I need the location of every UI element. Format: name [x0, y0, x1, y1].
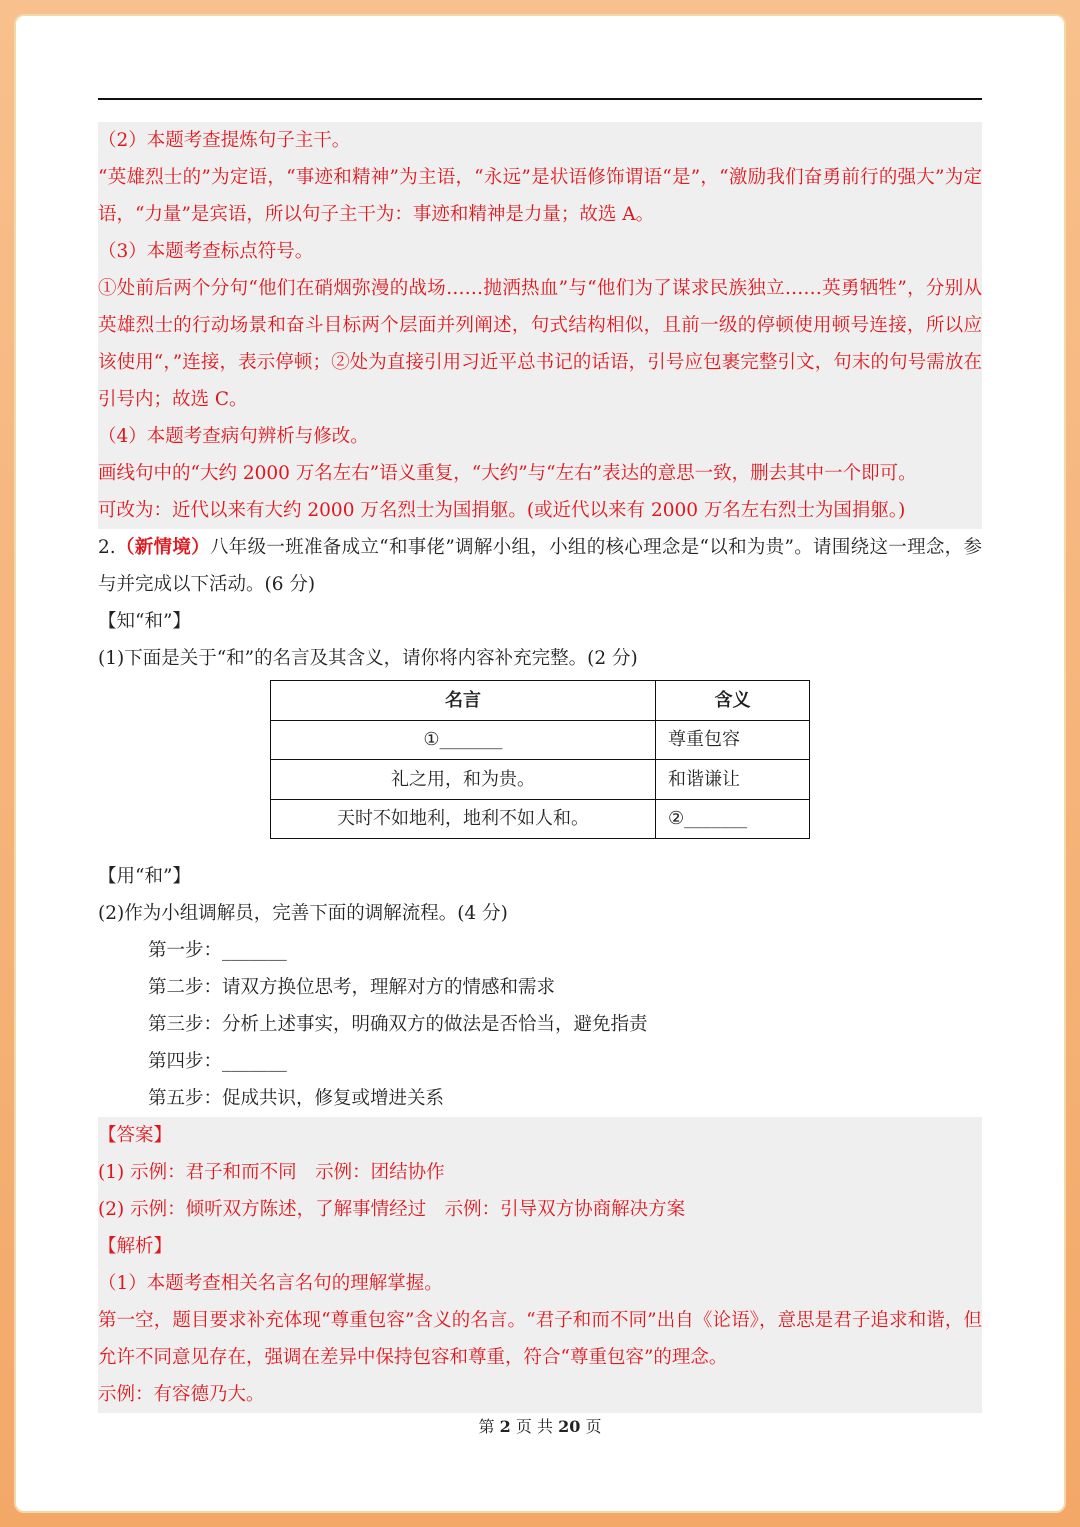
analysis-4-text-1: 画线句中的“大约 2000 万名左右”语义重复，“大约”与“左右”表达的意思一致，删去其中一个即可。 — [98, 463, 917, 484]
question-text: 八年级一班准备成立“和事佬”调解小组，小组的核心理念是“以和为贵”。请围绕这一理念，参与并完成以下活动。(6 分) — [98, 537, 982, 595]
answer-analysis-block — [98, 1117, 982, 1413]
answer-2: (2) 示例：倾听双方陈述，了解事情经过 示例：引导双方协商解决方案 — [98, 1199, 686, 1220]
section-know-he: 【知“和”】 — [98, 611, 191, 632]
table-header-maxim: 名言 — [271, 681, 656, 721]
footer-mid: 页 共 — [515, 1417, 553, 1436]
answer-1: (1) 示例：君子和而不同 示例：团结协作 — [98, 1162, 445, 1183]
analysis-3-text: ①处前后两个分句“他们在硝烟弥漫的战场……抛洒热血”与“他们为了谋求民族独立……英勇牺牲”，分别从英雄烈士的行动场景和奋斗目标两个层面并列阐述，句式结构相似，且前一级的停顿使用顿号连接，所以应该使用“，”连接，表示停顿；②处为直接引用习近平总书记的话语，引号应包裹完整引文，句末的句号需放在引号内；故选 C。 — [98, 278, 982, 410]
analysis-2-title: （2）本题考查提炼句子主干。 — [98, 130, 351, 151]
footer-page-number: 2 — [499, 1417, 511, 1436]
maxim-table-wrap — [98, 680, 982, 858]
table-cell-maxim: ①_______ — [271, 720, 656, 760]
maxim-table — [270, 680, 810, 839]
step-5: 第五步：促成共识，修复或增进关系 — [148, 1088, 445, 1109]
step-2: 第二步：请双方换位思考，理解对方的情感和需求 — [148, 977, 556, 998]
table-cell-maxim: 礼之用，和为贵。 — [271, 760, 656, 800]
table-cell-maxim: 天时不如地利，地利不如人和。 — [271, 799, 656, 839]
table-cell-meaning: ②_______ — [656, 799, 810, 839]
question-2-stem — [98, 529, 982, 603]
footer-pre: 第 — [478, 1417, 495, 1436]
table-header-meaning: 含义 — [656, 681, 810, 721]
page-content — [98, 122, 982, 1413]
table-header-row — [271, 681, 810, 721]
analysis-heading: 【解析】 — [98, 1236, 173, 1257]
analysis-4-text-2: 可改为：近代以来有大约 2000 万名烈士为国捐躯。(或近代以来有 2000 万名左右烈士为国捐躯。) — [98, 500, 906, 521]
analysis-1-text: 第一空，题目要求补充体现“尊重包容”含义的名言。“君子和而不同”出自《论语》，意思是君子追求和谐，但允许不同意见存在，强调在差异中保持包容和尊重，符合“尊重包容”的理念。 — [98, 1310, 982, 1368]
page-footer — [0, 1414, 1080, 1437]
footer-post: 页 — [585, 1417, 602, 1436]
step-3: 第三步：分析上述事实，明确双方的做法是否恰当，避免指责 — [148, 1014, 648, 1035]
answer-heading: 【答案】 — [98, 1125, 173, 1146]
sub-question-1: (1)下面是关于“和”的名言及其含义，请你将内容补充完整。(2 分) — [98, 648, 638, 669]
analysis-1-title: （1）本题考查相关名言名句的理解掌握。 — [98, 1273, 443, 1294]
analysis-block-previous — [98, 122, 982, 529]
step-4: 第四步：_______ — [148, 1051, 287, 1072]
table-cell-meaning: 和谐谦让 — [656, 760, 810, 800]
table-row — [271, 760, 810, 800]
sub-question-2: (2)作为小组调解员，完善下面的调解流程。(4 分) — [98, 903, 508, 924]
table-row — [271, 720, 810, 760]
table-row — [271, 799, 810, 839]
header-rule — [98, 98, 982, 100]
analysis-2-text: “英雄烈士的”为定语，“事迹和精神”为主语，“永远”是状语修饰谓语“是”，“激励我们奋勇前行的强大”为定语，“力量”是宾语，所以句子主干为：事迹和精神是力量；故选 A。 — [98, 167, 982, 225]
step-1: 第一步：_______ — [148, 940, 287, 961]
question-tag: （新情境） — [115, 537, 210, 558]
question-number: 2. — [98, 537, 116, 558]
analysis-1-example: 示例：有容德乃大。 — [98, 1384, 265, 1405]
table-cell-meaning: 尊重包容 — [656, 720, 810, 760]
section-use-he: 【用“和”】 — [98, 866, 191, 887]
analysis-3-title: （3）本题考查标点符号。 — [98, 241, 314, 262]
footer-total-pages: 20 — [558, 1417, 581, 1436]
analysis-4-title: （4）本题考查病句辨析与修改。 — [98, 426, 369, 447]
